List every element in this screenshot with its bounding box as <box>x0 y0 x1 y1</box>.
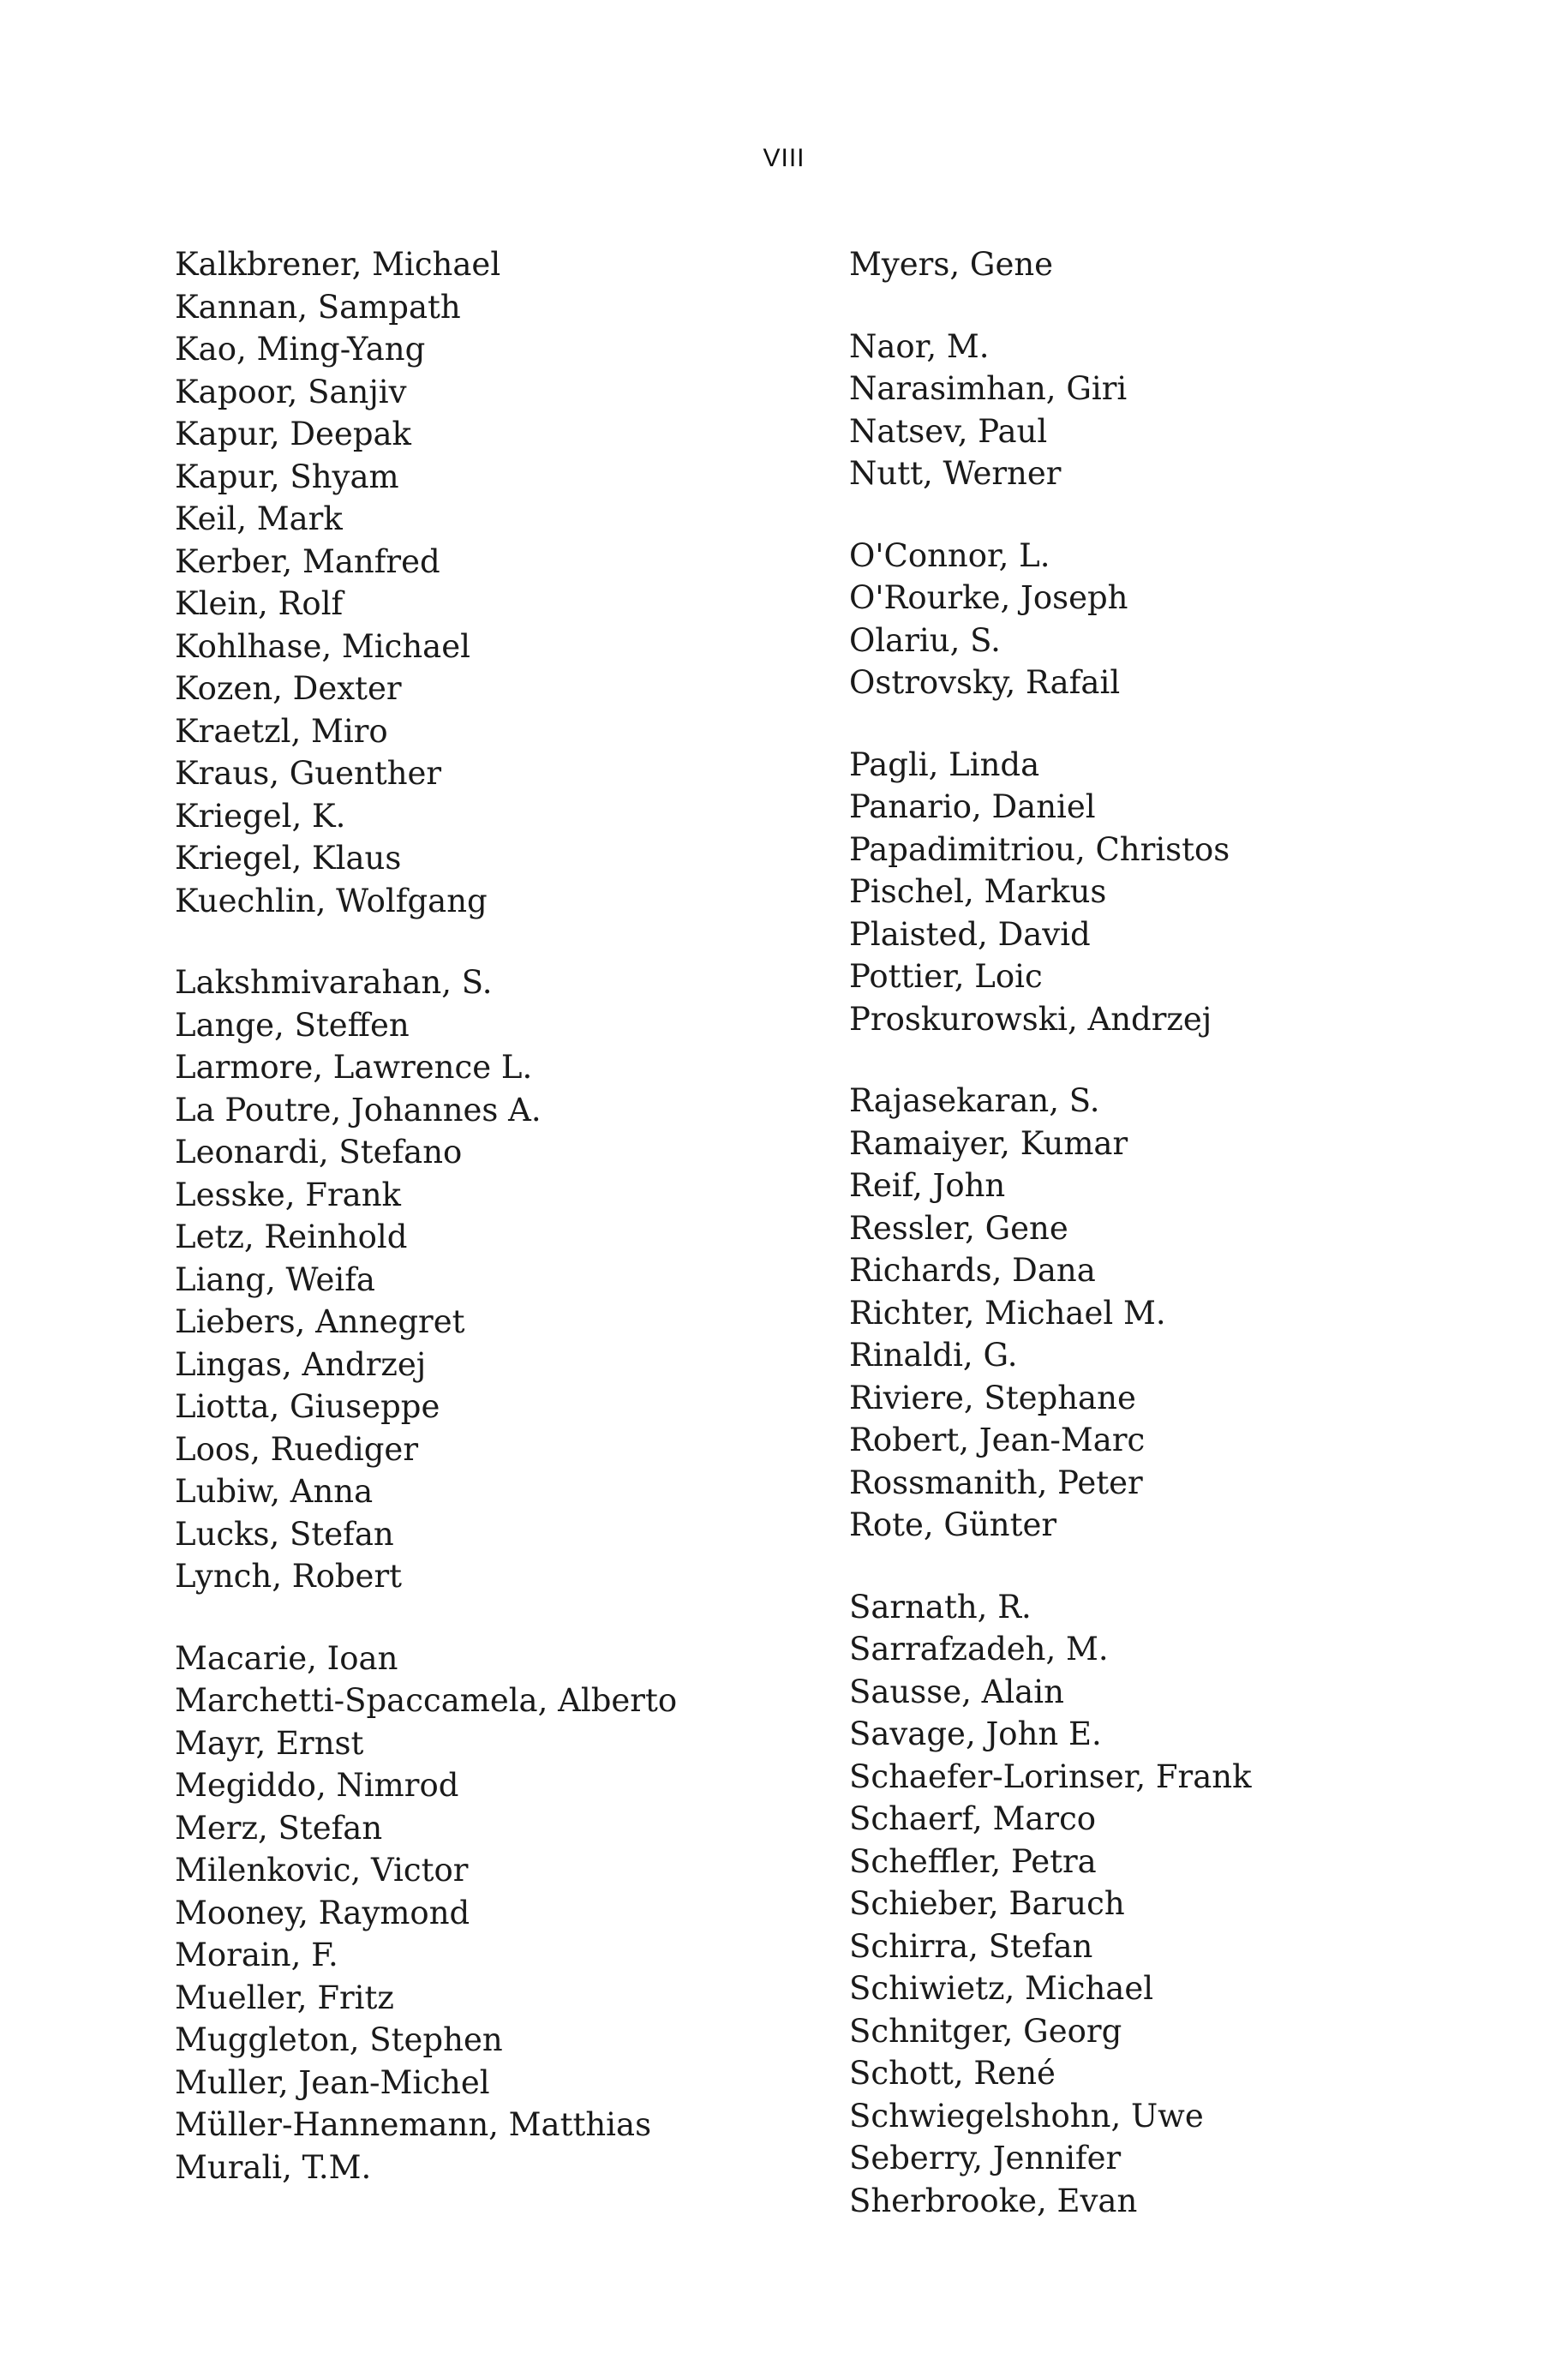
list-item: Kuechlin, Wolfgang <box>175 882 488 919</box>
list-item: Kalkbrener, Michael <box>175 246 501 283</box>
list-item: Kapoor, Sanjiv <box>175 373 407 410</box>
list-item: Schnitger, Georg <box>849 2012 1122 2050</box>
list-item: Lange, Steffen <box>175 1006 410 1044</box>
list-item: Kohlhase, Michael <box>175 627 470 665</box>
list-item: Natsev, Paul <box>849 412 1048 450</box>
list-item: Lucks, Stefan <box>175 1515 394 1553</box>
list-item: Liotta, Giuseppe <box>175 1388 440 1425</box>
list-item: Kraus, Guenther <box>175 755 442 792</box>
list-item: Letz, Reinhold <box>175 1218 408 1255</box>
list-item: Morain, F. <box>175 1937 338 1973</box>
list-item: Myers, Gene <box>849 246 1054 283</box>
list-item: Robert, Jean-Marc <box>849 1422 1146 1458</box>
list-item: Mueller, Fritz <box>175 1979 394 2016</box>
list-item: Larmore, Lawrence L. <box>175 1049 533 1086</box>
list-item: Pottier, Loic <box>849 958 1043 995</box>
list-item: Murali, T.M. <box>175 2148 372 2186</box>
list-item: O'Connor, L. <box>849 536 1050 574</box>
list-item: Naor, M. <box>849 327 990 365</box>
list-item: Lubiw, Anna <box>175 1473 374 1510</box>
list-item: Olariu, S. <box>849 621 1001 659</box>
name-group-k <box>175 243 826 922</box>
list-item: Panario, Daniel <box>849 788 1096 825</box>
list-item: Sherbrooke, Evan <box>849 2182 1138 2219</box>
list-item: Ramaiyer, Kumar <box>849 1124 1128 1162</box>
name-group-l <box>175 961 826 1598</box>
list-item: Lingas, Andrzej <box>175 1345 427 1383</box>
list-item: Mooney, Raymond <box>175 1894 470 1931</box>
list-item: Reif, John <box>849 1167 1006 1204</box>
list-item: Kraetzl, Miro <box>175 712 388 750</box>
list-item: Rinaldi, G. <box>849 1337 1018 1374</box>
list-item: Merz, Stefan <box>175 1809 383 1847</box>
list-item: Kerber, Manfred <box>175 542 440 580</box>
list-item: Papadimitriou, Christos <box>849 830 1230 868</box>
list-item: Liang, Weifa <box>175 1260 375 1298</box>
list-item: Lakshmivarahan, S. <box>175 964 493 1001</box>
list-item: Seberry, Jennifer <box>849 2140 1122 2176</box>
list-item: Kapur, Shyam <box>175 458 399 495</box>
list-item: Nutt, Werner <box>849 455 1062 492</box>
page-number: VIII <box>763 144 805 172</box>
name-group-m <box>849 243 1500 286</box>
list-item: Kriegel, Klaus <box>175 840 402 877</box>
list-item: Ressler, Gene <box>849 1209 1068 1247</box>
list-item: Richards, Dana <box>849 1252 1096 1289</box>
list-item: Kozen, Dexter <box>175 670 402 707</box>
list-item: O'Rourke, Joseph <box>849 579 1128 616</box>
list-item: Schirra, Stefan <box>849 1927 1093 1965</box>
list-item: Lesske, Frank <box>175 1176 401 1213</box>
list-item: Rajasekaran, S. <box>849 1082 1100 1119</box>
name-group-p <box>849 744 1500 1041</box>
list-item: Marchetti-Spaccamela, Alberto <box>175 1682 678 1719</box>
list-item: Kannan, Sampath <box>175 288 461 326</box>
right-column <box>849 243 1500 2222</box>
name-group-s <box>849 1586 1500 2223</box>
list-item: Macarie, Ioan <box>175 1639 398 1677</box>
list-item: Pagli, Linda <box>849 745 1040 783</box>
list-item: Plaisted, David <box>849 915 1091 953</box>
list-item: Milenkovic, Victor <box>175 1852 469 1889</box>
list-item: Loos, Ruediger <box>175 1430 419 1468</box>
name-group-r <box>849 1080 1500 1547</box>
name-group-o <box>849 535 1500 704</box>
list-item: Kao, Ming-Yang <box>175 331 426 368</box>
list-item: Schott, René <box>849 2055 1056 2092</box>
list-item: Riviere, Stephane <box>849 1379 1136 1416</box>
list-item: Sarrafzadeh, M. <box>849 1631 1109 1667</box>
list-item: Scheffler, Petra <box>849 1842 1097 1880</box>
list-item: Muller, Jean-Michel <box>175 2063 490 2101</box>
name-group-m <box>175 1638 826 2189</box>
list-item: Sarnath, R. <box>849 1588 1032 1626</box>
list-item: Schiwietz, Michael <box>849 1970 1154 2007</box>
list-item: Müller-Hannemann, Matthias <box>175 2106 652 2143</box>
list-item: Ostrovsky, Rafail <box>849 664 1121 701</box>
list-item: Leonardi, Stefano <box>175 1134 463 1171</box>
list-item: Kriegel, K. <box>175 797 346 835</box>
left-column <box>175 243 826 2188</box>
list-item: Richter, Michael M. <box>849 1294 1166 1332</box>
list-item: Narasimhan, Giri <box>849 370 1128 407</box>
list-item: Schaerf, Marco <box>849 1800 1097 1837</box>
list-item: Schaefer-Lorinser, Frank <box>849 1757 1252 1795</box>
list-item: Schieber, Baruch <box>849 1885 1125 1922</box>
list-item: Rote, Günter <box>849 1506 1057 1543</box>
list-item: Muggleton, Stephen <box>175 2021 503 2058</box>
list-item: Rossmanith, Peter <box>849 1464 1143 1501</box>
list-item: Megiddo, Nimrod <box>175 1767 459 1804</box>
list-item: Keil, Mark <box>175 500 343 537</box>
list-item: Liebers, Annegret <box>175 1303 465 1340</box>
list-item: La Poutre, Johannes A. <box>175 1091 542 1129</box>
list-item: Savage, John E. <box>849 1715 1102 1752</box>
list-item: Proskurowski, Andrzej <box>849 1000 1212 1038</box>
name-group-n <box>849 326 1500 495</box>
list-item: Sausse, Alain <box>849 1673 1064 1710</box>
list-item: Klein, Rolf <box>175 585 344 622</box>
list-item: Mayr, Ernst <box>175 1724 364 1762</box>
list-item: Schwiegelshohn, Uwe <box>849 2097 1204 2134</box>
list-item: Lynch, Robert <box>175 1558 402 1595</box>
list-item: Kapur, Deepak <box>175 416 411 452</box>
list-item: Pischel, Markus <box>849 873 1107 910</box>
